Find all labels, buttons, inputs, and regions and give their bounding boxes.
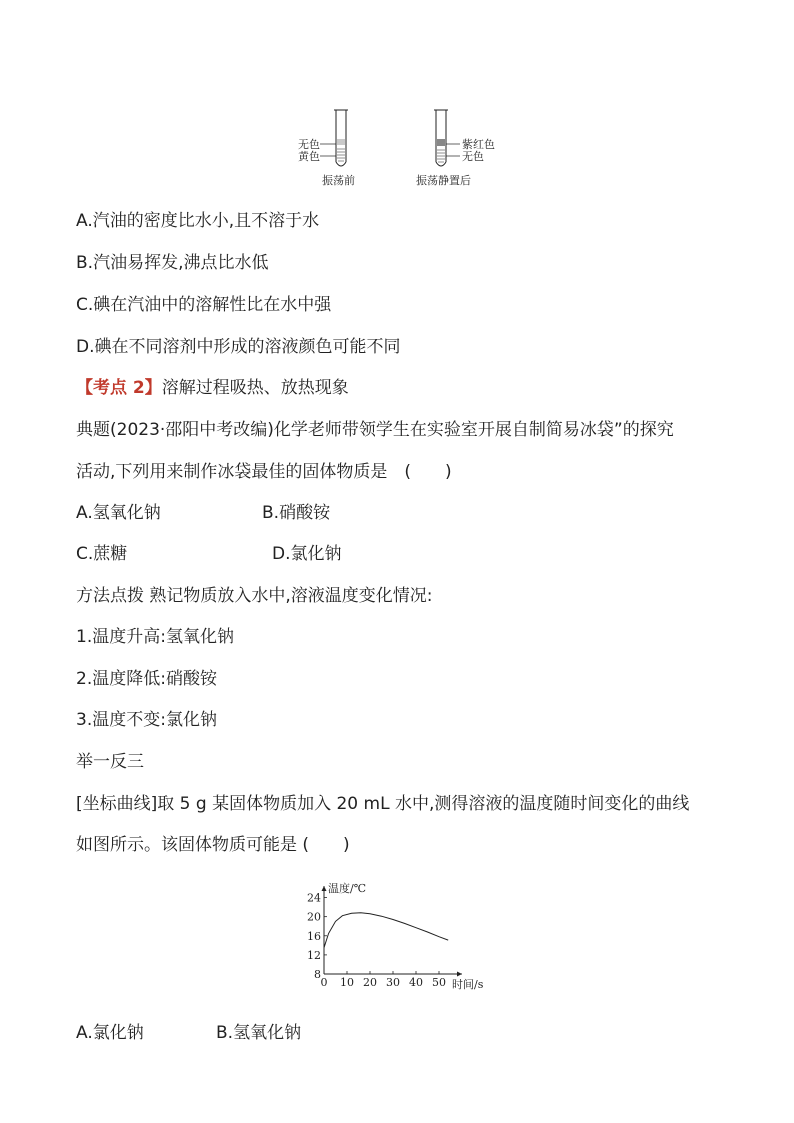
right-upper-label: 紫红色 [462, 138, 495, 151]
practice-heading: 举一反三 [76, 752, 144, 772]
y-tick-label: 12 [307, 948, 321, 962]
temperature-curve [324, 913, 448, 948]
right-test-tube [434, 110, 460, 166]
example-option-b: B.硝酸铵 [262, 503, 331, 523]
x-tick-label: 50 [432, 976, 446, 989]
method-item-3: 3.温度不变:氯化钠 [76, 710, 217, 730]
practice-line-1: [坐标曲线]取 5 g 某固体物质加入 20 mL 水中,测得溶液的温度随时间变化的曲线 [76, 794, 690, 814]
practice-line-2: 如图所示。该固体物质可能是 ( ) [76, 835, 350, 855]
x-tick-label: 10 [340, 976, 354, 989]
example-line-1: 典题(2023·邵阳中考改编)化学老师带领学生在实验室开展自制简易冰袋”的探究 [76, 420, 674, 440]
q1-option-c: C.碘在汽油中的溶解性比在水中强 [76, 295, 332, 315]
x-tick-label: 30 [386, 976, 400, 989]
right-lower-label: 无色 [462, 150, 484, 163]
test-tube-diagram [296, 104, 506, 192]
section-bracket-close: 】 [144, 378, 162, 398]
q1-option-b: B.汽油易挥发,沸点比水低 [76, 253, 269, 273]
left-test-tube [320, 110, 348, 166]
example-option-a: A.氢氧化钠 [76, 503, 161, 523]
temperature-chart [300, 878, 500, 998]
q1-option-d: D.碘在不同溶剂中形成的溶液颜色可能不同 [76, 337, 401, 357]
test-tube-figure [296, 104, 506, 192]
x-tick-label: 20 [363, 976, 377, 989]
method-intro: 方法点拨 熟记物质放入水中,溶液温度变化情况: [76, 586, 433, 606]
q1-option-a: A.汽油的密度比水小,且不溶于水 [76, 211, 320, 231]
example-option-c: C.蔗糖 [76, 544, 128, 564]
x-tick-label: 0 [320, 976, 328, 989]
chart-axes [322, 886, 463, 977]
practice-option-a: A.氯化钠 [76, 1023, 144, 1043]
y-tick-label: 8 [314, 968, 321, 981]
y-tick-label: 20 [307, 910, 321, 924]
left-lower-label: 黄色 [298, 150, 320, 163]
y-tick-label: 24 [307, 891, 321, 905]
chart-x-axis-label: 时间/s [452, 978, 484, 991]
practice-option-b: B.氢氧化钠 [216, 1023, 302, 1043]
right-caption: 振荡静置后 [416, 174, 471, 187]
temperature-chart-svg [300, 878, 500, 998]
x-axis-arrow [457, 972, 462, 977]
y-tick-label: 16 [307, 929, 321, 943]
example-line-2: 活动,下列用来制作冰袋最佳的固体物质是 ( ) [76, 462, 452, 482]
chart-y-axis-label: 温度/℃ [328, 882, 367, 895]
section-label: 考点 2 [93, 378, 145, 398]
left-upper-label: 无色 [298, 138, 320, 151]
left-caption: 振荡前 [322, 174, 355, 187]
section-heading [76, 377, 349, 399]
section-title: 溶解过程吸热、放热现象 [161, 378, 349, 398]
example-option-d: D.氯化钠 [272, 544, 342, 564]
x-tick-label: 40 [409, 976, 423, 989]
y-axis-arrow [322, 886, 327, 891]
section-bracket-open: 【 [76, 378, 93, 398]
method-item-2: 2.温度降低:硝酸铵 [76, 669, 217, 689]
method-item-1: 1.温度升高:氢氧化钠 [76, 627, 234, 647]
